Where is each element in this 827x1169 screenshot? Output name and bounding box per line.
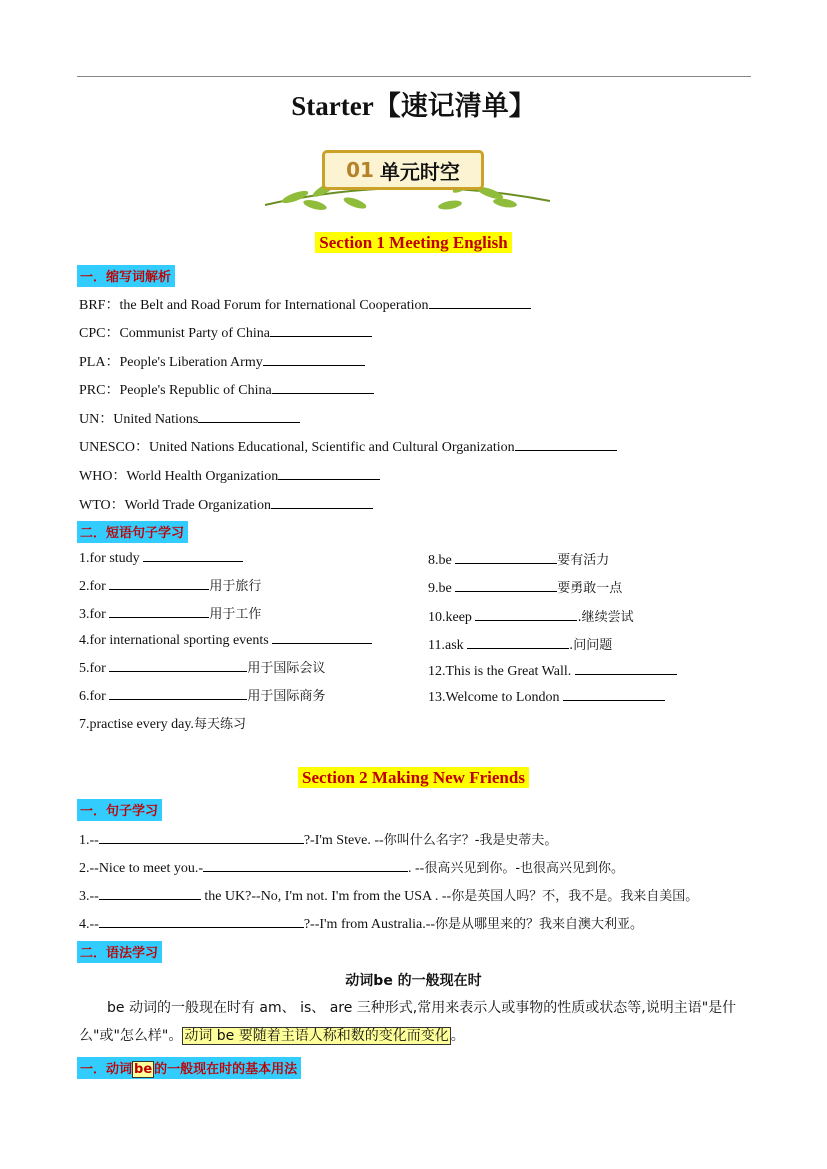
line-text: 每天练习 (193, 717, 246, 732)
answer-blank[interactable] (271, 496, 373, 509)
line-text: 12.This is the Great Wall. (428, 664, 572, 679)
line-text: UN：United Nations (79, 412, 199, 427)
line-text: 4.-- (79, 917, 99, 932)
answer-blank[interactable] (109, 605, 209, 618)
abbr-item (79, 379, 374, 399)
line-text: 3.for (79, 607, 106, 622)
answer-blank[interactable] (143, 549, 243, 562)
answer-blank[interactable] (109, 577, 209, 590)
line-text: 9.be (428, 581, 452, 596)
abbr-item (79, 465, 380, 485)
line-text: 1.-- (79, 833, 99, 848)
line-text: the UK?--No, I'm not. I'm from the USA . -- (200, 889, 452, 904)
unit-badge-label: 01 单元时空 (322, 150, 484, 190)
line-text: CPC：Communist Party of China (79, 326, 270, 341)
line-text: 用于国际商务 (247, 689, 326, 704)
phrase-item (79, 657, 325, 677)
line-text: 用于工作 (209, 607, 262, 622)
answer-blank[interactable] (515, 438, 617, 451)
answer-blank[interactable] (278, 467, 380, 480)
answer-blank[interactable] (203, 859, 408, 872)
line-text: 你是英国人吗？不，我不是。我来自美国。 (451, 889, 699, 904)
line-text: BRF：the Belt and Road Forum for International Cooperation (79, 298, 429, 313)
line-text: 你是从哪里来的？我来自澳大利亚。 (435, 917, 644, 932)
answer-blank[interactable] (270, 324, 372, 337)
line-text: 用于旅行 (209, 579, 262, 594)
phrase-item (428, 662, 677, 680)
section-2-heading-sentences: 一．句子学习 (77, 799, 162, 821)
phrase-item (428, 549, 609, 569)
section-1-title: Section 1 Meeting English (0, 233, 827, 253)
answer-blank[interactable] (575, 662, 677, 675)
line-text: 8.be (428, 553, 452, 568)
line-text: 3.-- (79, 889, 99, 904)
abbr-item (79, 294, 531, 314)
line-text: . -- (408, 861, 425, 876)
answer-blank[interactable] (198, 410, 300, 423)
answer-blank[interactable] (99, 831, 304, 844)
grammar-paragraph: be 动词的一般现在时有 am、 is、 are 三种形式,常用来表示人或事物的性质或状态等,说明主语"是什么"或"怎么样"。 动词 be 要随着主语人称和数的变化而变化 。 (79, 1000, 737, 1044)
answer-blank[interactable] (272, 631, 372, 644)
line-text: 4.for international sporting events (79, 633, 269, 648)
line-text: 1.for study (79, 551, 140, 566)
answer-blank[interactable] (263, 353, 365, 366)
abbr-item (79, 436, 617, 456)
sentence-item (79, 913, 643, 933)
phrase-item (79, 603, 261, 623)
abbr-item (79, 494, 373, 514)
line-text: PRC：People's Republic of China (79, 383, 272, 398)
line-text: .继续尝试 (577, 610, 634, 625)
answer-blank[interactable] (475, 608, 577, 621)
line-text: ?--I'm from Australia.-- (303, 917, 436, 932)
phrase-item (79, 713, 246, 733)
section-1-heading-phrases: 二．短语句子学习 (77, 521, 188, 543)
unit-badge (255, 145, 555, 215)
phrase-item (428, 688, 665, 706)
sentence-item (79, 885, 698, 905)
line-text: 7.practise every day. (79, 717, 194, 732)
grammar-title: 动词be 的一般现在时 (345, 973, 482, 989)
line-text: WHO：World Health Organization (79, 469, 279, 484)
answer-blank[interactable] (99, 887, 201, 900)
header-rule (77, 76, 751, 77)
line-text: WTO：World Trade Organization (79, 498, 271, 513)
line-text: 2.--Nice to meet you.- (79, 861, 204, 876)
phrase-item (79, 549, 243, 567)
answer-blank[interactable] (109, 687, 247, 700)
line-text: 用于国际会议 (247, 661, 326, 676)
section-2-title: Section 2 Making New Friends (0, 768, 827, 788)
line-text: 11.ask (428, 638, 464, 653)
phrase-item (79, 685, 325, 705)
line-text: UNESCO：United Nations Educational, Scientific and Cultural Organization (79, 440, 515, 455)
line-text: 5.for (79, 661, 106, 676)
highlighted-rule: 动词 be 要随着主语人称和数的变化而变化 (184, 1028, 449, 1044)
answer-blank[interactable] (563, 688, 665, 701)
abbr-item (79, 408, 300, 428)
section-2-heading-grammar: 二．语法学习 (77, 941, 162, 963)
answer-blank[interactable] (455, 551, 557, 564)
line-text: 13.Welcome to London (428, 690, 560, 705)
phrase-item (79, 575, 261, 595)
phrase-item (428, 634, 612, 654)
phrase-item (79, 631, 372, 649)
line-text: 你叫什么名字？-我是史蒂夫。 (383, 833, 558, 848)
answer-blank[interactable] (455, 579, 557, 592)
sentence-item (79, 829, 557, 849)
page-title: Starter【速记清单】 (291, 91, 536, 122)
sentence-item (79, 857, 624, 877)
section-1-heading-abbr: 一．缩写词解析 (77, 265, 175, 287)
answer-blank[interactable] (272, 381, 374, 394)
line-text: 2.for (79, 579, 106, 594)
line-text: ?-I'm Steve. -- (303, 833, 384, 848)
abbr-item (79, 322, 372, 342)
line-text: 10.keep (428, 610, 472, 625)
line-text: PLA：People's Liberation Army (79, 355, 263, 370)
answer-blank[interactable] (467, 636, 569, 649)
line-text: 很高兴见到你。-也很高兴见到你。 (424, 861, 625, 876)
line-text: .问问题 (569, 638, 613, 653)
answer-blank[interactable] (429, 296, 531, 309)
grammar-subheading: 一．动词 be 的一般现在时的基本用法 (77, 1057, 301, 1079)
line-text: 要勇敢一点 (557, 581, 623, 596)
abbr-item (79, 351, 365, 371)
answer-blank[interactable] (99, 915, 304, 928)
phrase-item (428, 577, 622, 597)
phrase-item (428, 606, 634, 626)
line-text: 要有活力 (557, 553, 610, 568)
answer-blank[interactable] (109, 659, 247, 672)
line-text: 6.for (79, 689, 106, 704)
